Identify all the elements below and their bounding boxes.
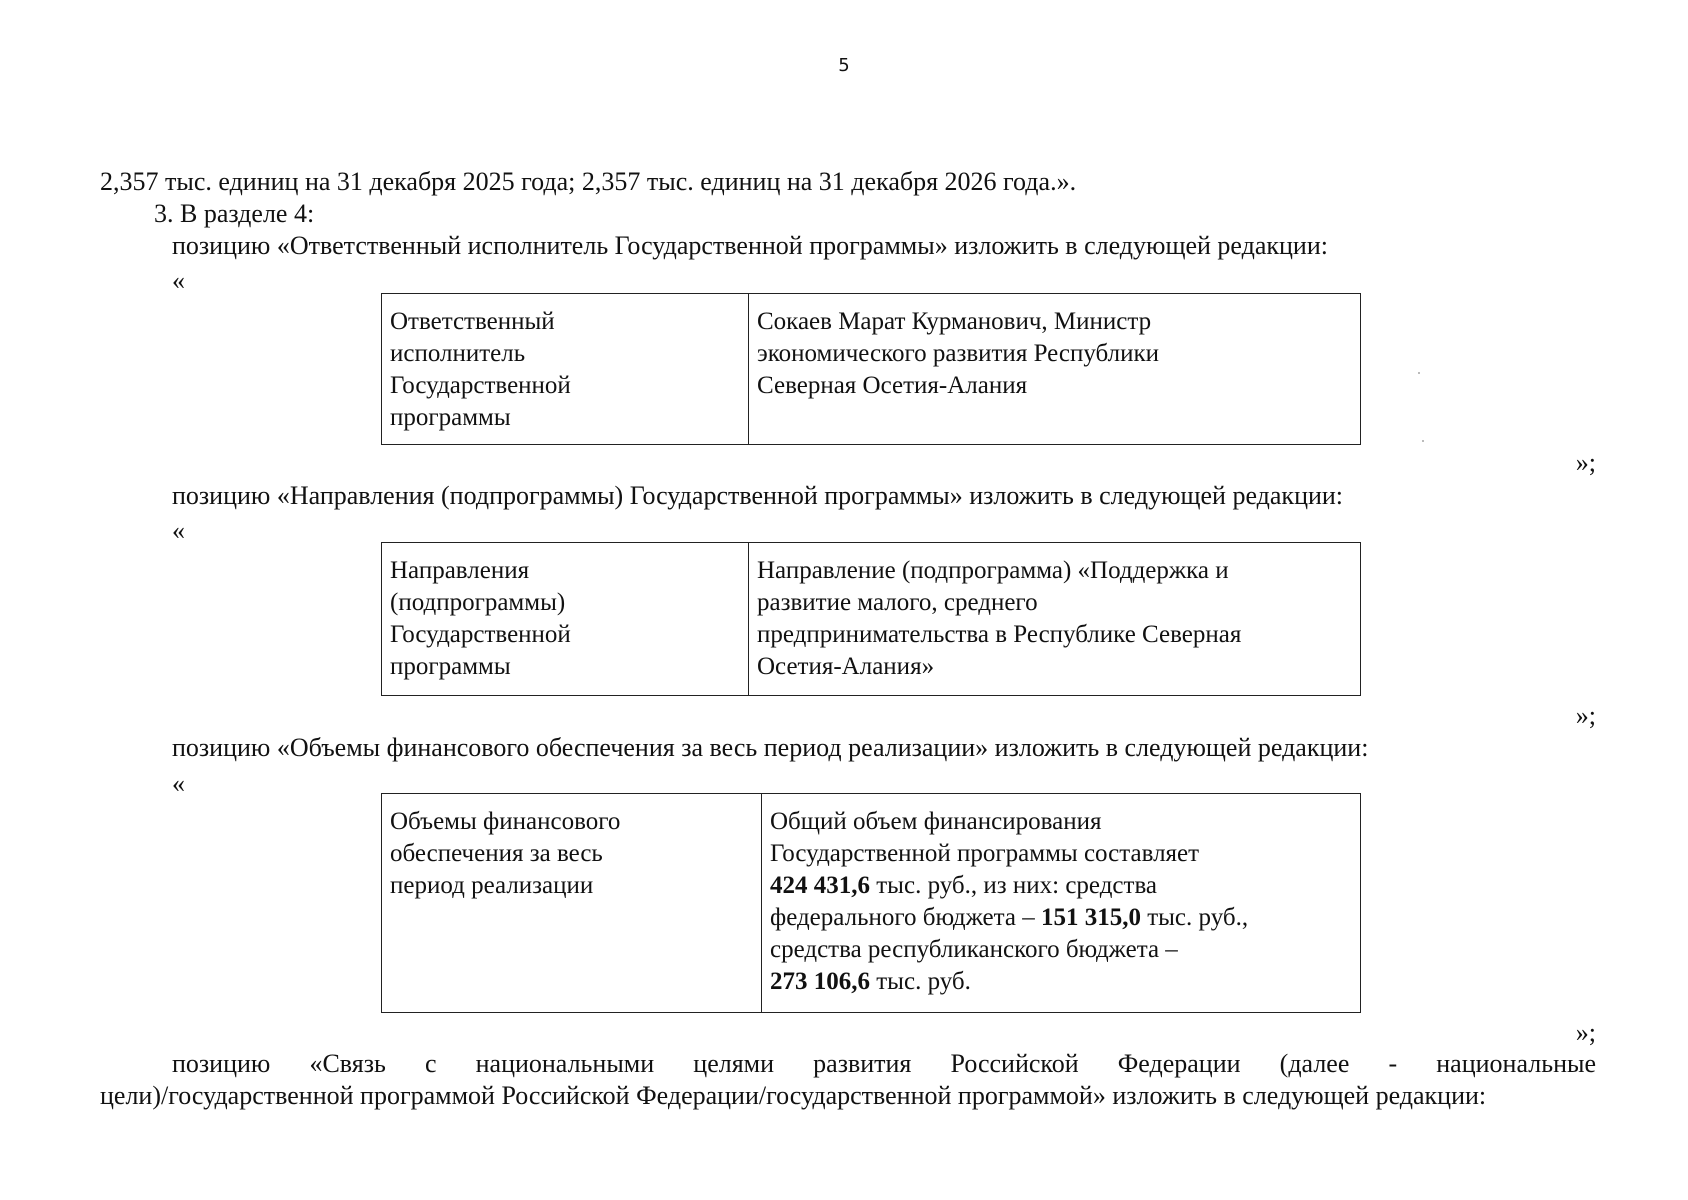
cell-line: Северная Осетия-Алания xyxy=(757,372,1028,399)
cell-line: Государственной xyxy=(390,372,571,399)
table-label-cell xyxy=(382,543,749,696)
financing-table xyxy=(381,793,1361,1013)
cell-line: программы xyxy=(390,653,511,680)
table-value-cell xyxy=(749,543,1361,696)
instruction-responsible-executor: позицию «Ответственный исполнитель Государственной программы» изложить в следующей редакции: xyxy=(172,231,1328,260)
total-amount: 424 431,6 xyxy=(770,872,870,899)
close-quote: »; xyxy=(1575,448,1596,477)
section-heading: 3. В разделе 4: xyxy=(154,199,315,228)
table-value-cell xyxy=(749,294,1361,445)
directions-table xyxy=(381,542,1361,696)
page-number: 5 xyxy=(838,55,850,76)
cell-line: Сокаев Марат Курманович, Министр xyxy=(757,308,1152,335)
cell-line: Государственной программы составляет xyxy=(770,840,1200,867)
cell-line: период реализации xyxy=(390,872,594,899)
paragraph-line: позицию «Связь с национальными целями развития Российской Федерации (далее - национальные xyxy=(172,1049,1596,1078)
cell-text: тыс. руб. xyxy=(870,968,971,995)
cell-line: обеспечения за весь xyxy=(390,840,603,867)
scan-speck xyxy=(1422,440,1424,442)
paragraph-line: цели)/государственной программой Российской Федерации/государственной программой» изложить в следующей редакции: xyxy=(100,1081,1487,1110)
table-label-cell xyxy=(382,794,762,1013)
cell-line: (подпрограммы) xyxy=(390,589,566,616)
cell-line: средства республиканского бюджета – xyxy=(770,936,1178,963)
cell-line: Государственной xyxy=(390,621,571,648)
cell-text: федерального бюджета – xyxy=(770,904,1041,931)
cell-line: Общий объем финансирования xyxy=(770,808,1102,835)
table-label-cell xyxy=(382,294,749,445)
cell-line: исполнитель xyxy=(390,340,526,367)
cell-text: тыс. руб., из них: средства xyxy=(870,872,1158,899)
table-row xyxy=(382,543,1361,696)
cell-line: Осетия-Алания» xyxy=(757,653,935,680)
cell-line: развитие малого, среднего xyxy=(757,589,1038,616)
intro-line: 2,357 тыс. единиц на 31 декабря 2025 года; 2,357 тыс. единиц на 31 декабря 2026 года.». xyxy=(100,167,1077,196)
cell-line xyxy=(770,966,1352,998)
cell-line: Направление (подпрограмма) «Поддержка и xyxy=(757,557,1229,584)
cell-line: Ответственный xyxy=(390,308,555,335)
cell-line: программы xyxy=(390,404,511,431)
open-quote: « xyxy=(172,266,185,295)
cell-line: экономического развития Республики xyxy=(757,340,1159,367)
cell-text: тыс. руб., xyxy=(1140,904,1249,931)
responsible-executor-table xyxy=(381,293,1361,445)
close-quote: »; xyxy=(1575,701,1596,730)
cell-line xyxy=(770,870,1352,902)
table-row xyxy=(382,294,1361,445)
cell-line xyxy=(770,902,1352,934)
close-quote: »; xyxy=(1575,1018,1596,1047)
cell-line: предпринимательства в Республике Северная xyxy=(757,621,1242,648)
open-quote: « xyxy=(172,516,185,545)
instruction-financing: позицию «Объемы финансового обеспечения за весь период реализации» изложить в следующей редакции: xyxy=(172,733,1369,762)
cell-line: Объемы финансового xyxy=(390,808,621,835)
instruction-directions: позицию «Направления (подпрограммы) Государственной программы» изложить в следующей редакции: xyxy=(172,481,1344,510)
scan-speck xyxy=(1418,372,1420,374)
final-paragraph xyxy=(100,1048,1596,1112)
cell-line: Направления xyxy=(390,557,530,584)
open-quote: « xyxy=(172,769,185,798)
table-value-cell xyxy=(762,794,1361,1013)
table-row xyxy=(382,794,1361,1013)
republic-amount: 273 106,6 xyxy=(770,968,870,995)
federal-amount: 151 315,0 xyxy=(1040,904,1141,931)
